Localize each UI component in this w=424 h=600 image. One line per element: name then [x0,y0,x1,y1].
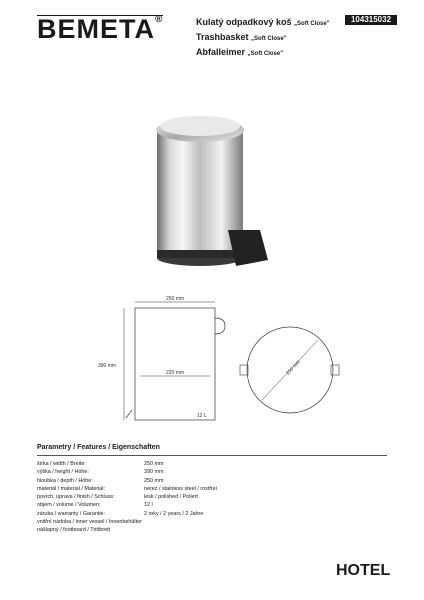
spec-row [37,485,294,493]
spec-row [37,518,294,526]
pedal-outline [126,410,132,418]
product-code: 104315032 [345,15,397,25]
spec-row [37,468,294,476]
spec-divider [37,455,387,456]
title-cz: Kulatý odpadkový koš [196,17,292,27]
spec-table [37,460,294,535]
title-en-line [196,31,330,46]
brand-name: BEMETA [37,14,155,44]
spec-row [37,510,294,518]
product-photo [120,98,280,298]
spec-heading: Parametry / Features / Eigenschaften [37,444,160,451]
title-de: Abfalleimer [196,47,246,57]
spec-value: 2 roky / 2 years / 2 Jahre [144,510,204,517]
spec-key: materiál / material / Material: [37,485,106,492]
title-de-line [196,46,330,61]
spec-value [144,518,294,526]
spec-row [37,493,294,501]
spec-key: vnitřní nádoba / inner vessel / Innenbehälter [37,519,142,526]
product-titles [196,16,330,61]
volume-label: 12 L [197,413,207,419]
spec-key: povrch. úprava / finish / Schluss: [37,494,115,501]
spec-key: záruka / warranty / Garantie: [37,510,106,517]
title-en: Trashbasket [196,32,249,42]
spec-value: 12 l [144,502,153,509]
spec-row [37,501,294,509]
title-en-sub: „Soft Close" [251,36,287,42]
spec-row [37,526,294,534]
spec-row [37,477,294,485]
top-view-handle-right [331,365,339,375]
side-view-body [135,308,215,420]
inner-label: 220 mm [165,370,185,376]
spec-value: 390 mm [144,469,164,476]
side-view-hinge [215,318,225,334]
spec-key: výška / height / Höhe: [37,469,89,476]
spec-row [37,460,294,468]
segment-label: HOTEL [336,562,391,579]
spec-value: lesk / polished / Poliert [144,494,198,501]
registered-mark: ® [155,14,164,25]
spec-value: 250 mm [144,461,164,467]
title-cz-sub: „Soft Close" [294,21,330,27]
spec-key: šírka / width / Breite: [37,461,86,467]
spec-value: 250 mm [144,477,164,484]
width-label: 250 mm [165,296,185,302]
spec-key: hloubka / depth / Höhe: [37,477,93,484]
spec-value: nerez / stainless steel / rostfrei [144,485,217,492]
technical-drawing [0,290,424,430]
title-de-sub: „Soft Close" [247,51,284,57]
spec-value [144,526,294,534]
spec-key: objem / volume / Volumen: [37,502,101,509]
spec-key: nášlapný / footboard / Trittbrett [37,527,111,534]
brand-logo [37,14,163,45]
title-cz-line [196,16,330,31]
height-label: 390 mm [98,363,117,369]
diameter-label: 250 mm [285,359,302,377]
